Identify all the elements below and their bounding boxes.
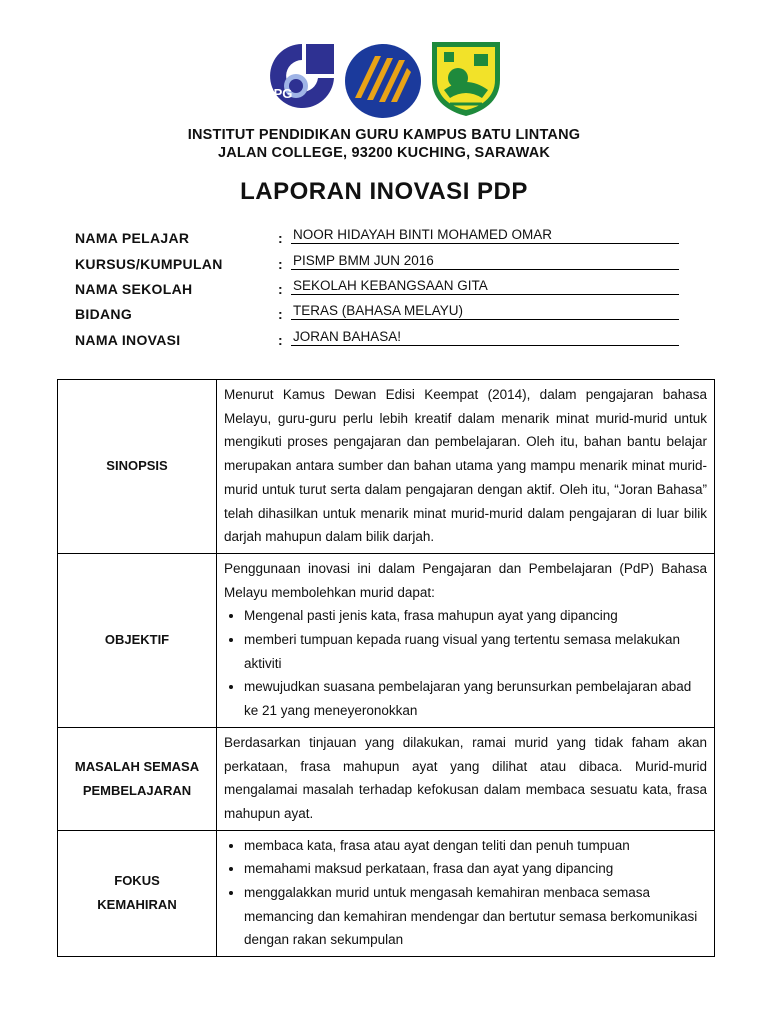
info-colon: : [278, 256, 283, 272]
fokus-list [224, 834, 707, 953]
info-colon: : [278, 306, 283, 322]
label-masalah-line2: PEMBELAJARAN [82, 782, 192, 798]
info-value-bidang: TERAS (BAHASA MELAYU) [291, 303, 679, 320]
label-objektif: OBJEKTIF [58, 553, 217, 727]
institution-address: JALAN COLLEGE, 93200 KUCHING, SARAWAK [217, 145, 551, 161]
row-sinopsis [58, 380, 715, 554]
info-colon: : [278, 332, 283, 348]
info-row-nama-inovasi [75, 329, 685, 351]
objektif-intro: Penggunaan inovasi ini dalam Pengajaran dan Pembelajaran (PdP) Bahasa Melayu membolehkan murid dapat: [224, 560, 707, 600]
info-label: NAMA INOVASI [75, 332, 181, 348]
label-fokus-line2: KEMAHIRAN [97, 897, 177, 913]
list-item: • menggalakkan murid untuk mengasah kemahiran menbaca semasa memancing dan kemahiran mendengar dan bertutur semasa berkomunikasi dengan rakan sekumpulan [244, 881, 707, 952]
document-title: LAPORAN INOVASI PDP [240, 178, 528, 205]
info-label: NAMA PELAJAR [75, 230, 190, 246]
info-value-kursus: PISMP BMM JUN 2016 [291, 253, 679, 270]
content-masalah: Berdasarkan tinjauan yang dilakukan, ramai murid yang tidak faham akan perkataan, frasa mahupun ayat yang dilihat atau dibaca. Murid-murid mengalamai masalah terhadap kefokusan dalam membaca sesuatu kata, frasa mahupun ayat. [217, 727, 715, 830]
info-value-nama-pelajar: NOOR HIDAYAH BINTI MOHAMED OMAR [291, 227, 679, 244]
ipg-logo-text: iPG [270, 86, 293, 101]
label-masalah [58, 727, 217, 830]
innovation-table [57, 379, 715, 957]
list-item: • memahami maksud perkataan, frasa dan ayat yang dipancing [244, 857, 707, 881]
institution-name: INSTITUT PENDIDIKAN GURU KAMPUS BATU LINTANG [187, 127, 581, 143]
label-sinopsis: SINOPSIS [58, 380, 217, 554]
row-objektif [58, 553, 715, 727]
list-item: • membaca kata, frasa atau ayat dengan teliti dan penuh tumpuan [244, 834, 707, 858]
label-masalah-line1: MASALAH SEMASA [74, 758, 200, 774]
info-row-nama-pelajar [75, 227, 685, 249]
info-label: BIDANG [75, 306, 133, 322]
university-emblem [343, 42, 423, 120]
row-fokus [58, 830, 715, 957]
ipg-logo [266, 40, 338, 116]
info-label: KURSUS/KUMPULAN [75, 256, 223, 272]
label-fokus-line1: FOKUS [114, 873, 160, 889]
info-value-nama-inovasi: JORAN BAHASA! [291, 329, 679, 346]
content-fokus [217, 830, 715, 957]
objektif-list [224, 604, 707, 723]
school-crest [430, 40, 502, 118]
info-row-nama-sekolah [75, 278, 685, 300]
content-sinopsis: Menurut Kamus Dewan Edisi Keempat (2014), dalam pengajaran bahasa Melayu, guru-guru perlu lebih kreatif dalam menarik minat murid-murid untuk mengikuti proses pengajaran dan pembelajaran. Oleh itu, bahan bantu belajar merupakan antara sumber dan bahan utama yang mampu menarik minat murid-murid untuk turut serta dalam pengajaran dengan aktif. Oleh itu, “Joran Bahasa” telah dihasilkan untuk menarik minat murid-murid dalam pengajaran di luar bilik darjah mahupun dalam bilik darjah. [217, 380, 715, 554]
list-item: • mewujudkan suasana pembelajaran yang berunsurkan pembelajaran abad ke 21 yang meneyeronokkan [244, 675, 707, 722]
logo-bar [0, 40, 768, 120]
content-objektif [217, 553, 715, 727]
list-item: • Mengenal pasti jenis kata, frasa mahupun ayat yang dipancing [244, 604, 707, 628]
info-value-nama-sekolah: SEKOLAH KEBANGSAAN GITA [291, 278, 679, 295]
info-row-bidang [75, 303, 685, 325]
list-item: • memberi tumpuan kepada ruang visual yang tertentu semasa melakukan aktiviti [244, 628, 707, 675]
info-row-kursus [75, 253, 685, 275]
info-colon: : [278, 230, 283, 246]
label-fokus [58, 830, 217, 957]
row-masalah [58, 727, 715, 830]
info-colon: : [278, 281, 283, 297]
info-label: NAMA SEKOLAH [75, 281, 193, 297]
